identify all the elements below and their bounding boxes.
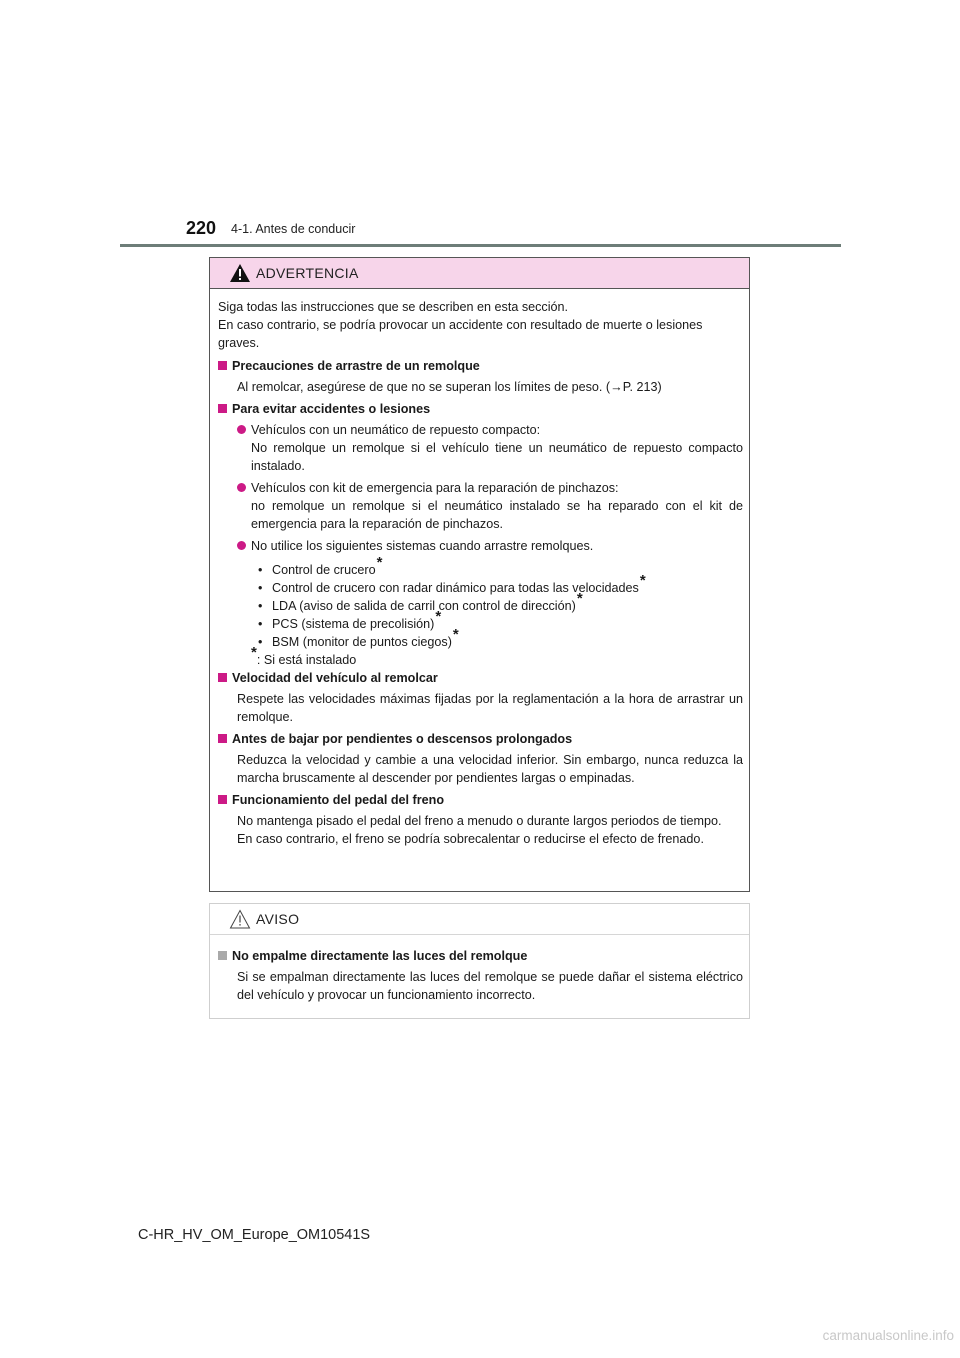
sub-list-item: • Control de crucero con radar dinámico para todas las velocidades *: [258, 572, 646, 595]
section-heading: [218, 791, 743, 809]
section-body: Si se empalman directamente las luces del remolque se puede dañar el sistema eléctrico del vehículo y provocar un funcionamiento incorrecto.: [237, 970, 743, 1002]
section-body-continued: En caso contrario, el freno se podría sobrecalentar o reducirse el efecto de frenado.: [237, 832, 704, 846]
list-item-text: Vehículos con kit de emergencia para la reparación de pinchazos: no remolque un remolque si el neumático instalado se ha reparado con el kit de emergencia para la reparación de pinchazos.: [251, 481, 743, 531]
section-body: Respete las velocidades máximas fijadas por la reglamentación a la hora de arrastrar un remolque.: [237, 692, 743, 724]
sub-list-item: • PCS (sistema de precolisión) *: [258, 608, 442, 631]
section-title-towing-precautions: Precauciones de arrastre de un remolque: [232, 359, 480, 373]
notice-title: AVISO: [256, 911, 300, 927]
sub-list-item: • LDA (aviso de salida de carril con control de dirección) *: [258, 590, 583, 613]
circle-bullet-icon: [237, 541, 246, 550]
warning-title: ADVERTENCIA: [256, 265, 359, 281]
footnote: [218, 644, 743, 669]
section-heading: [218, 947, 743, 965]
section-body: No mantenga pisado el pedal del freno a menudo o durante largos periodos de tiempo.: [237, 814, 722, 828]
warning-box: [209, 257, 750, 892]
page-number: 220: [186, 218, 217, 238]
header-rule: [120, 244, 841, 247]
square-bullet-icon: [218, 951, 227, 960]
section-heading: [218, 357, 743, 375]
square-bullet-icon: [218, 404, 227, 413]
section-heading: [218, 669, 743, 687]
list-item: [218, 421, 743, 475]
section-title-towing-speed: Velocidad del vehículo al remolcar: [232, 671, 438, 685]
square-bullet-icon: [218, 734, 227, 743]
sub-list-item-text: BSM (monitor de puntos ciegos): [272, 635, 452, 649]
notice-box-header: [210, 904, 749, 935]
section-body: Al remolcar, asegúrese de que no se superan los límites de peso. (→P. 213): [237, 380, 662, 394]
sub-list-item-text: Control de crucero: [272, 563, 376, 577]
warning-triangle-icon: [229, 263, 251, 283]
square-bullet-icon: [218, 361, 227, 370]
notice-box: [209, 903, 750, 1019]
watermark: carmanualsonline.info: [822, 1328, 954, 1343]
caution-triangle-icon: [229, 909, 251, 929]
warning-intro: Siga todas las instrucciones que se describen en esta sección. En caso contrario, se podría provocar un accidente con resultado de muerte o lesiones graves.: [218, 300, 703, 350]
section-heading: [218, 730, 743, 748]
warning-box-header: [210, 258, 749, 289]
square-bullet-icon: [218, 795, 227, 804]
section-heading: [218, 400, 743, 418]
footnote-text: : Si está instalado: [256, 653, 357, 667]
list-item-text: Vehículos con un neumático de repuesto compacto: No remolque un remolque si el vehículo tiene un neumático de repuesto compacto instalado.: [251, 423, 743, 473]
asterisk-marker: *: [251, 644, 257, 661]
notice-body: [210, 935, 749, 1004]
section-title-descending-slopes: Antes de bajar por pendientes o descensos prolongados: [232, 732, 573, 746]
section-title-brake-pedal: Funcionamiento del pedal del freno: [232, 793, 445, 807]
list-item-text: No utilice los siguientes sistemas cuando arrastre remolques.: [251, 539, 594, 553]
section-title-avoid-accidents: Para evitar accidentes o lesiones: [232, 402, 431, 416]
sub-list-item-text: LDA (aviso de salida de carril con control de dirección): [272, 599, 576, 613]
list-item: [218, 479, 743, 533]
square-bullet-icon: [218, 673, 227, 682]
sub-list-item: • BSM (monitor de puntos ciegos) *: [258, 626, 459, 649]
section-title-trailer-lights: No empalme directamente las luces del remolque: [232, 949, 528, 963]
footer-model-code: C-HR_HV_OM_Europe_OM10541S: [138, 1227, 371, 1243]
sub-list-item-text: Control de crucero con radar dinámico para todas las velocidades: [272, 581, 639, 595]
circle-bullet-icon: [237, 483, 246, 492]
circle-bullet-icon: [237, 425, 246, 434]
section-title: 4-1. Antes de conducir: [231, 222, 356, 236]
section-body: Reduzca la velocidad y cambie a una velocidad inferior. Sin embargo, nunca reduzca la marcha bruscamente al descender por pendientes largas o empinadas.: [237, 753, 743, 785]
list-item: [218, 537, 743, 555]
warning-body: [210, 289, 749, 848]
sub-list-item: • Control de crucero *: [258, 554, 383, 577]
sub-list-item-text: PCS (sistema de precolisión): [272, 617, 435, 631]
